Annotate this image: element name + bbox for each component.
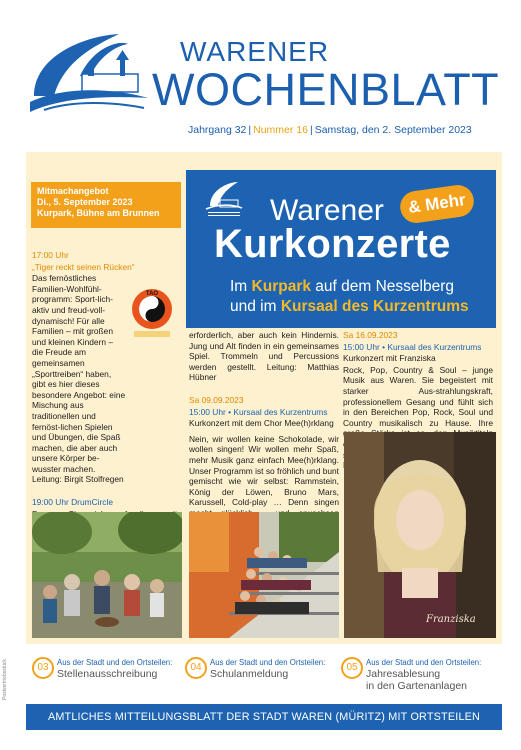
choir-photo xyxy=(189,512,339,638)
kurort-waren-logo-icon xyxy=(202,178,246,220)
footer-banner: AMTLICHES MITTEILUNGSBLATT DER STADT WAREN (MÜRITZ) MIT ORTSTEILEN xyxy=(26,704,502,730)
banner-text: Im xyxy=(230,278,252,295)
event-title: „Tiger reckt seinen Rücken“ xyxy=(32,261,135,272)
banner-highlight: Kursaal des Kurzentrums xyxy=(280,298,469,315)
issue-volume: Jahrgang 32 xyxy=(188,124,247,136)
event-text: Rock, Pop, Country & Soul – junge Musik aus Waren. Sie begeistert mit starker Aus-strahlungskraft, professionellem Gesang und fühlt sich in den Bereichen Pop, Rock, Soul und Country musikalisch zu Hause. Ihre xyxy=(343,364,493,428)
teaser-kicker: Aus der Stadt und den Ortsteilen: xyxy=(57,658,173,667)
teaser-title-line-1: Jahresablesung xyxy=(366,668,441,680)
banner-und-mehr-badge: & Mehr xyxy=(398,183,476,225)
page-number-badge: 05 xyxy=(341,657,363,679)
mitmach-title: Mitmachangebot xyxy=(37,186,109,196)
event-text: Nein, wir wollen keine Schokolade, wir wollen singen! Wir wollen mehr Spaß, mehr Musik ganz einfach Mee(h)rklang. Unser Programm ist so fröhlich und bunt gemischt wie wir selbst: Rammstein, König der Löwen, Bruno Mars, Karussell, Cold-play … Denn singen xyxy=(189,433,339,508)
issue-date: Samstag, den 2. September 2023 xyxy=(314,124,472,136)
issue-number: Nummer 16 xyxy=(253,124,308,136)
drum-circle-photo xyxy=(32,512,182,638)
mitmach-info-box xyxy=(31,182,181,228)
teaser-title: Schulanmeldung xyxy=(210,668,289,680)
tao-logo-label: TAO xyxy=(145,291,159,297)
masthead-title-top: WARENER xyxy=(180,36,330,67)
teaser-stellenausschreibung[interactable] xyxy=(32,656,182,696)
franziska-photo xyxy=(344,432,496,638)
kurkonzerte-banner xyxy=(186,170,496,328)
teaser-schulanmeldung[interactable] xyxy=(185,656,335,696)
teaser-title: Stellenausschreibung xyxy=(57,668,158,680)
page-number-badge: 03 xyxy=(32,657,54,679)
article-column-2 xyxy=(189,330,339,533)
teaser-kicker: Aus der Stadt und den Ortsteilen: xyxy=(366,658,482,667)
teaser-kicker: Aus der Stadt und den Ortsteilen: xyxy=(210,658,326,667)
banner-text: und im xyxy=(230,298,281,315)
event-subtitle: Kurkonzert mit Franziska xyxy=(343,353,436,364)
event-text: erforderlich, aber auch kein Hindernis. Jung und Alt finden in ein gemeinsames Spiel. Trommeln und Percussions werden gestellt. Leitung: Matthias Hübner xyxy=(189,330,339,383)
banner-highlight: Kurpark xyxy=(251,278,311,295)
banner-warener: Warener xyxy=(270,194,384,227)
event-time: 15:00 Uhr • Kursaal des Kurzentrums xyxy=(343,341,482,352)
banner-text: auf dem Nesselberg xyxy=(310,278,454,295)
event-subtitle: Kurkonzert mit dem Chor Mee(h)rklang xyxy=(189,418,334,429)
event-date: Sa 16.09.2023 xyxy=(343,330,398,340)
teaser-title-line-2: in den Gartenanlagen xyxy=(366,680,467,692)
teaser-jahresablesung[interactable] xyxy=(341,656,501,696)
event-date: Sa 09.09.2023 xyxy=(189,394,244,405)
banner-kurkonzerte: Kurkonzerte xyxy=(214,222,451,266)
event-time: 19:00 Uhr DrumCircle xyxy=(32,497,113,508)
banner-location-line-1 xyxy=(230,278,454,296)
warener-wochenblatt-logo-icon xyxy=(24,26,154,118)
banner-location-line-2 xyxy=(230,298,469,316)
mitmach-date: Di., 5. September 2023 xyxy=(37,197,133,207)
event-time: 17:00 Uhr xyxy=(32,250,69,260)
mitmach-location: Kurpark, Bühne am Brunnen xyxy=(37,208,160,218)
masthead-title-main: WOCHENBLATT xyxy=(152,64,500,115)
teaser-title xyxy=(366,668,467,692)
issue-line: Jahrgang 32 | Nummer 16 | Samstag, den 2. September 2023 xyxy=(188,124,472,136)
postal-note: Postvertriebsstück xyxy=(2,659,8,700)
photo-caption: Franziska xyxy=(426,614,476,625)
event-text: Das fernöstliches Familien-Wohlfühl-programm: Sport-lich-aktiv und freud-voll-dynamisch! Für alle Familien – mit großen und kleinen Kindern – die Freude am gemeinsamen „Sporttreiben“ haben, gibt es hier dieses besondere Angebot: eine Mischung aus traditionellen und fernöst-lichen Spielen und Übungen, die Spaß machen, die aber auch unsere Körper be-wusster machen. Leitung: Birgit Stolfregen xyxy=(32,273,126,485)
tao-logo-icon xyxy=(124,285,180,341)
event-time: 15:00 Uhr • Kursaal des Kurzentrums xyxy=(189,406,328,417)
page-number-badge: 04 xyxy=(185,657,207,679)
